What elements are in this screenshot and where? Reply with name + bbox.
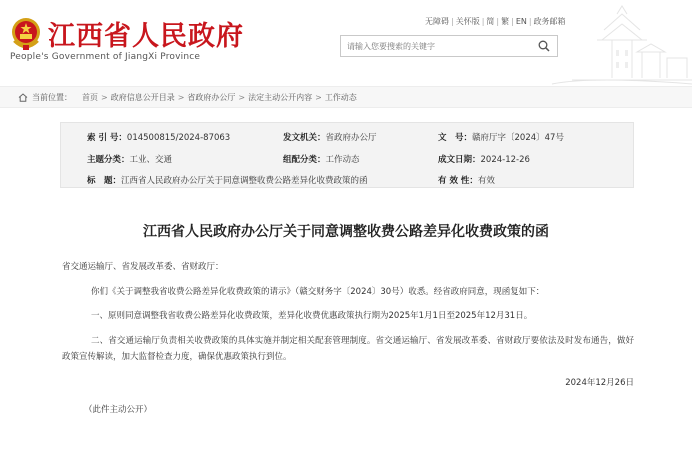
- written-date-label: 成文日期：: [438, 155, 481, 165]
- breadcrumb-work-news[interactable]: 工作动态: [324, 92, 357, 102]
- issuer-cell: [283, 131, 377, 143]
- top-links: [425, 16, 566, 27]
- validity-label: 有 效 性：: [438, 176, 478, 186]
- search-button[interactable]: [530, 36, 557, 56]
- index-number-cell: [87, 131, 230, 143]
- validity-cell: [438, 174, 495, 186]
- search-icon: [538, 40, 550, 52]
- index-number-value: 014500815/2024-87063: [126, 133, 231, 143]
- written-date-value: 2024-12-26: [480, 155, 530, 165]
- link-separator: |: [451, 17, 454, 26]
- title-value: 江西省人民政府办公厅关于同意调整收费公路差异化收费政策的函: [121, 176, 368, 186]
- document-addressee: 省交通运输厅、省发展改革委、省财政厅：: [62, 262, 224, 272]
- site-header: [0, 0, 692, 86]
- home-icon: [18, 93, 28, 102]
- title-label: 标 题：: [87, 176, 122, 186]
- site-subtitle: People's Government of JiangXi Province: [10, 52, 201, 62]
- site-title[interactable]: 江西省人民政府: [48, 21, 244, 52]
- national-emblem-icon: [10, 17, 42, 51]
- english-link[interactable]: EN: [515, 17, 527, 26]
- index-number-label: 索 引 号：: [87, 133, 127, 143]
- breadcrumb-separator: >: [177, 92, 185, 102]
- topic-value: 工业、交通: [129, 155, 173, 165]
- breadcrumb-info-directory[interactable]: 政府信息公开目录: [110, 92, 175, 102]
- breadcrumb-statutory-disclosure[interactable]: 法定主动公开内容: [248, 92, 313, 102]
- issuer-label: 发文机关：: [283, 133, 326, 143]
- category-cell: [283, 153, 360, 165]
- link-separator: |: [481, 17, 485, 26]
- breadcrumb-separator: >: [315, 92, 322, 102]
- category-value: 工作动态: [325, 155, 360, 165]
- topic-label: 主题分类：: [87, 155, 130, 165]
- breadcrumb: [0, 86, 692, 108]
- document-number-value: 赣府厅字〔2024〕47号: [472, 133, 564, 143]
- document-title: 江西省人民政府办公厅关于同意调整收费公路差异化收费政策的函: [143, 224, 549, 240]
- document-number-cell: [438, 131, 564, 143]
- validity-value: 有效: [477, 176, 495, 186]
- document-paragraph-1: 你们《关于调整我省收费公路差异化收费政策的请示》（赣交财务字〔2024〕30号）收悉。经省政府同意，现函复如下：: [91, 287, 545, 297]
- document-number-label: 文 号：: [438, 133, 473, 143]
- government-mail-link[interactable]: 政务邮箱: [533, 17, 566, 26]
- breadcrumb-separator: >: [238, 92, 246, 102]
- issuer-value: 省政府办公厅: [325, 133, 377, 143]
- document-paragraph-2: 一、原则同意调整我省收费公路差异化收费政策，差异化收费优惠政策执行期为2025年1月1日至2025年12月31日。: [91, 311, 533, 321]
- disclosure-note: （此件主动公开）: [84, 405, 153, 415]
- breadcrumb-general-office[interactable]: 省政府办公厅: [187, 92, 236, 102]
- breadcrumb-label: 当前位置：: [32, 92, 72, 102]
- breadcrumb-home[interactable]: 首页: [82, 92, 98, 102]
- breadcrumb-separator: >: [101, 92, 108, 102]
- document-paragraph-3: 二、省交通运输厅负责相关收费政策的具体实施并制定相关配套管理制度。省交通运输厅、省发展改革委、省财政厅要依法及时发布通告，做好政策宣传解读，加大监督检查力度，确保优惠政策执行到位。: [62, 336, 634, 362]
- written-date-cell: [438, 153, 530, 165]
- link-separator: |: [511, 17, 514, 26]
- document-date: 2024年12月26日: [565, 378, 634, 388]
- title-cell: [87, 174, 368, 186]
- care-mode-link[interactable]: 关怀版: [455, 17, 480, 26]
- topic-cell: [87, 153, 172, 165]
- category-label: 组配分类：: [283, 155, 326, 165]
- simplified-chinese-link[interactable]: 简: [486, 17, 495, 26]
- accessibility-link[interactable]: 无障碍: [425, 17, 449, 26]
- link-separator: |: [528, 17, 532, 26]
- link-separator: |: [496, 17, 500, 26]
- document-info-table: [60, 122, 634, 188]
- search-input[interactable]: [340, 35, 558, 57]
- traditional-chinese-link[interactable]: 繁: [501, 17, 510, 26]
